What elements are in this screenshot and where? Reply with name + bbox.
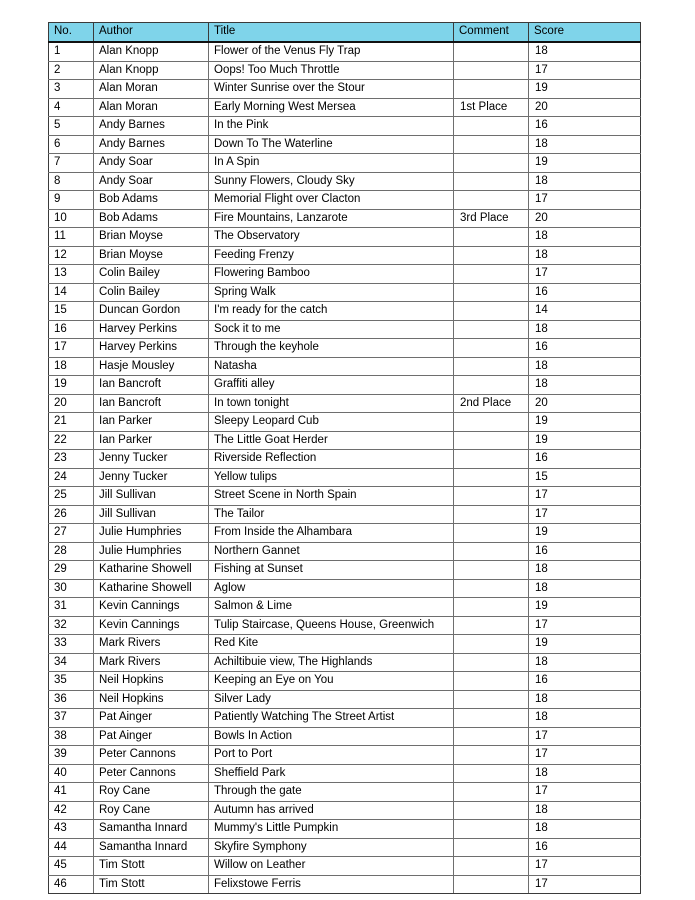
- cell-author: Harvey Perkins: [94, 339, 209, 358]
- cell-score: 14: [529, 302, 641, 321]
- cell-no: 3: [49, 80, 94, 99]
- cell-author: Ian Parker: [94, 431, 209, 450]
- cell-title: Down To The Waterline: [209, 135, 454, 154]
- cell-title: Salmon & Lime: [209, 598, 454, 617]
- cell-title: Patiently Watching The Street Artist: [209, 709, 454, 728]
- cell-score: 19: [529, 524, 641, 543]
- cell-score: 16: [529, 672, 641, 691]
- cell-comment: [454, 265, 529, 284]
- cell-title: Memorial Flight over Clacton: [209, 191, 454, 210]
- cell-title: Yellow tulips: [209, 468, 454, 487]
- cell-no: 4: [49, 98, 94, 117]
- table-row[interactable]: [49, 154, 641, 173]
- cell-comment: [454, 746, 529, 765]
- cell-score: 19: [529, 154, 641, 173]
- cell-title: Through the gate: [209, 783, 454, 802]
- cell-no: 31: [49, 598, 94, 617]
- cell-no: 26: [49, 505, 94, 524]
- cell-title: Feeding Frenzy: [209, 246, 454, 265]
- cell-score: 18: [529, 376, 641, 395]
- cell-score: 18: [529, 709, 641, 728]
- cell-comment: [454, 487, 529, 506]
- cell-comment: [454, 80, 529, 99]
- table-row[interactable]: [49, 653, 641, 672]
- cell-score: 18: [529, 135, 641, 154]
- cell-no: 34: [49, 653, 94, 672]
- cell-author: Ian Bancroft: [94, 376, 209, 395]
- cell-comment: [454, 616, 529, 635]
- cell-no: 19: [49, 376, 94, 395]
- table-row[interactable]: [49, 672, 641, 691]
- cell-author: Bob Adams: [94, 191, 209, 210]
- cell-title: Street Scene in North Spain: [209, 487, 454, 506]
- cell-no: 35: [49, 672, 94, 691]
- cell-comment: [454, 42, 529, 61]
- cell-no: 24: [49, 468, 94, 487]
- cell-no: 12: [49, 246, 94, 265]
- cell-author: Andy Soar: [94, 172, 209, 191]
- cell-no: 32: [49, 616, 94, 635]
- column-header-title[interactable]: Title: [209, 23, 454, 43]
- cell-score: 16: [529, 117, 641, 136]
- cell-no: 37: [49, 709, 94, 728]
- column-header-author[interactable]: Author: [94, 23, 209, 43]
- table-row[interactable]: [49, 135, 641, 154]
- cell-score: 15: [529, 468, 641, 487]
- cell-comment: [454, 431, 529, 450]
- cell-no: 16: [49, 320, 94, 339]
- cell-comment: [454, 820, 529, 839]
- cell-score: 19: [529, 635, 641, 654]
- table-row[interactable]: [49, 394, 641, 413]
- cell-author: Kevin Cannings: [94, 616, 209, 635]
- table-row[interactable]: [49, 191, 641, 210]
- cell-comment: 3rd Place: [454, 209, 529, 228]
- cell-author: Jill Sullivan: [94, 487, 209, 506]
- cell-score: 17: [529, 487, 641, 506]
- cell-author: Jill Sullivan: [94, 505, 209, 524]
- table-row[interactable]: [49, 431, 641, 450]
- cell-comment: [454, 228, 529, 247]
- table-row[interactable]: [49, 413, 641, 432]
- cell-author: Andy Barnes: [94, 135, 209, 154]
- cell-score: 18: [529, 42, 641, 61]
- cell-no: 18: [49, 357, 94, 376]
- cell-comment: [454, 505, 529, 524]
- cell-title: Winter Sunrise over the Stour: [209, 80, 454, 99]
- cell-score: 18: [529, 801, 641, 820]
- cell-title: In the Pink: [209, 117, 454, 136]
- cell-no: 6: [49, 135, 94, 154]
- cell-author: Colin Bailey: [94, 283, 209, 302]
- cell-no: 10: [49, 209, 94, 228]
- cell-no: 45: [49, 857, 94, 876]
- cell-no: 5: [49, 117, 94, 136]
- cell-score: 17: [529, 616, 641, 635]
- cell-author: Pat Ainger: [94, 709, 209, 728]
- cell-author: Harvey Perkins: [94, 320, 209, 339]
- cell-no: 41: [49, 783, 94, 802]
- table-row[interactable]: [49, 376, 641, 395]
- table-row[interactable]: [49, 635, 641, 654]
- cell-author: Andy Barnes: [94, 117, 209, 136]
- cell-title: Red Kite: [209, 635, 454, 654]
- cell-title: Northern Gannet: [209, 542, 454, 561]
- cell-comment: [454, 320, 529, 339]
- table-row[interactable]: [49, 468, 641, 487]
- cell-title: Sheffield Park: [209, 764, 454, 783]
- table-row[interactable]: [49, 709, 641, 728]
- cell-no: 15: [49, 302, 94, 321]
- cell-no: 23: [49, 450, 94, 469]
- cell-author: Bob Adams: [94, 209, 209, 228]
- cell-score: 18: [529, 579, 641, 598]
- table-header: [49, 23, 641, 43]
- cell-author: Ian Parker: [94, 413, 209, 432]
- cell-comment: [454, 172, 529, 191]
- cell-author: Pat Ainger: [94, 727, 209, 746]
- cell-no: 44: [49, 838, 94, 857]
- cell-score: 20: [529, 394, 641, 413]
- cell-score: 19: [529, 80, 641, 99]
- cell-author: Jenny Tucker: [94, 450, 209, 469]
- cell-no: 14: [49, 283, 94, 302]
- cell-comment: [454, 339, 529, 358]
- cell-title: From Inside the Alhambara: [209, 524, 454, 543]
- cell-no: 7: [49, 154, 94, 173]
- cell-comment: 1st Place: [454, 98, 529, 117]
- cell-comment: [454, 302, 529, 321]
- cell-comment: [454, 542, 529, 561]
- column-header-score[interactable]: Score: [529, 23, 641, 43]
- cell-comment: [454, 764, 529, 783]
- cell-title: Achiltibuie view, The Highlands: [209, 653, 454, 672]
- cell-score: 17: [529, 505, 641, 524]
- cell-no: 46: [49, 875, 94, 894]
- cell-author: Roy Cane: [94, 783, 209, 802]
- cell-title: Keeping an Eye on You: [209, 672, 454, 691]
- table-row[interactable]: [49, 117, 641, 136]
- cell-score: 17: [529, 61, 641, 80]
- cell-author: Brian Moyse: [94, 246, 209, 265]
- cell-title: Tulip Staircase, Queens House, Greenwich: [209, 616, 454, 635]
- cell-author: Roy Cane: [94, 801, 209, 820]
- table-row[interactable]: [49, 838, 641, 857]
- table-row[interactable]: [49, 524, 641, 543]
- cell-no: 17: [49, 339, 94, 358]
- cell-score: 17: [529, 746, 641, 765]
- cell-author: Neil Hopkins: [94, 690, 209, 709]
- cell-comment: [454, 61, 529, 80]
- cell-score: 18: [529, 357, 641, 376]
- cell-author: Duncan Gordon: [94, 302, 209, 321]
- cell-author: Alan Moran: [94, 98, 209, 117]
- cell-author: Alan Knopp: [94, 61, 209, 80]
- cell-no: 25: [49, 487, 94, 506]
- cell-score: 16: [529, 283, 641, 302]
- table-row[interactable]: [49, 228, 641, 247]
- cell-title: Natasha: [209, 357, 454, 376]
- cell-title: Skyfire Symphony: [209, 838, 454, 857]
- cell-title: Fire Mountains, Lanzarote: [209, 209, 454, 228]
- cell-comment: [454, 635, 529, 654]
- cell-no: 9: [49, 191, 94, 210]
- table-row[interactable]: [49, 320, 641, 339]
- cell-comment: [454, 135, 529, 154]
- table-row[interactable]: [49, 727, 641, 746]
- table-body: [49, 42, 641, 894]
- cell-comment: [454, 450, 529, 469]
- cell-author: Tim Stott: [94, 857, 209, 876]
- table-row[interactable]: [49, 875, 641, 894]
- cell-title: Spring Walk: [209, 283, 454, 302]
- cell-score: 17: [529, 727, 641, 746]
- cell-comment: [454, 709, 529, 728]
- cell-comment: [454, 413, 529, 432]
- cell-score: 20: [529, 98, 641, 117]
- table-row[interactable]: [49, 172, 641, 191]
- cell-title: Autumn has arrived: [209, 801, 454, 820]
- table-row[interactable]: [49, 339, 641, 358]
- cell-score: 17: [529, 265, 641, 284]
- cell-comment: [454, 154, 529, 173]
- cell-score: 16: [529, 339, 641, 358]
- cell-author: Hasje Mousley: [94, 357, 209, 376]
- table-row[interactable]: [49, 801, 641, 820]
- cell-score: 17: [529, 191, 641, 210]
- cell-author: Mark Rivers: [94, 635, 209, 654]
- table-row[interactable]: [49, 598, 641, 617]
- cell-comment: [454, 727, 529, 746]
- cell-no: 30: [49, 579, 94, 598]
- cell-score: 18: [529, 764, 641, 783]
- table-row[interactable]: [49, 542, 641, 561]
- cell-author: Mark Rivers: [94, 653, 209, 672]
- cell-title: Fishing at Sunset: [209, 561, 454, 580]
- cell-comment: [454, 653, 529, 672]
- cell-title: Port to Port: [209, 746, 454, 765]
- cell-score: 17: [529, 875, 641, 894]
- table-row[interactable]: [49, 450, 641, 469]
- cell-no: 8: [49, 172, 94, 191]
- table-row[interactable]: [49, 246, 641, 265]
- cell-no: 2: [49, 61, 94, 80]
- table-row[interactable]: [49, 42, 641, 61]
- table-row[interactable]: [49, 690, 641, 709]
- cell-title: Sunny Flowers, Cloudy Sky: [209, 172, 454, 191]
- table-row[interactable]: [49, 61, 641, 80]
- cell-score: 19: [529, 431, 641, 450]
- cell-title: Graffiti alley: [209, 376, 454, 395]
- cell-title: Aglow: [209, 579, 454, 598]
- cell-author: Ian Bancroft: [94, 394, 209, 413]
- cell-comment: [454, 672, 529, 691]
- cell-author: Peter Cannons: [94, 764, 209, 783]
- cell-comment: [454, 468, 529, 487]
- cell-comment: [454, 783, 529, 802]
- cell-score: 16: [529, 450, 641, 469]
- cell-score: 19: [529, 598, 641, 617]
- cell-score: 18: [529, 561, 641, 580]
- table-row[interactable]: [49, 783, 641, 802]
- cell-author: Julie Humphries: [94, 524, 209, 543]
- cell-score: 18: [529, 172, 641, 191]
- column-header-comment[interactable]: Comment: [454, 23, 529, 43]
- table-row[interactable]: [49, 209, 641, 228]
- cell-no: 38: [49, 727, 94, 746]
- table-row[interactable]: [49, 764, 641, 783]
- cell-comment: [454, 857, 529, 876]
- table-row[interactable]: [49, 302, 641, 321]
- cell-title: Silver Lady: [209, 690, 454, 709]
- cell-author: Andy Soar: [94, 154, 209, 173]
- cell-score: 16: [529, 838, 641, 857]
- cell-no: 13: [49, 265, 94, 284]
- competition-results-table-container: [48, 22, 640, 894]
- cell-no: 21: [49, 413, 94, 432]
- cell-comment: [454, 598, 529, 617]
- cell-title: Bowls In Action: [209, 727, 454, 746]
- cell-author: Jenny Tucker: [94, 468, 209, 487]
- column-header-no[interactable]: No.: [49, 23, 94, 43]
- cell-no: 42: [49, 801, 94, 820]
- table-row[interactable]: [49, 98, 641, 117]
- cell-comment: [454, 191, 529, 210]
- cell-comment: [454, 561, 529, 580]
- cell-no: 20: [49, 394, 94, 413]
- cell-score: 18: [529, 228, 641, 247]
- cell-no: 39: [49, 746, 94, 765]
- cell-score: 18: [529, 820, 641, 839]
- table-row[interactable]: [49, 820, 641, 839]
- table-row[interactable]: [49, 487, 641, 506]
- cell-author: Kevin Cannings: [94, 598, 209, 617]
- cell-title: In town tonight: [209, 394, 454, 413]
- cell-author: Samantha Innard: [94, 820, 209, 839]
- cell-comment: [454, 117, 529, 136]
- cell-no: 33: [49, 635, 94, 654]
- cell-comment: [454, 801, 529, 820]
- cell-title: Mummy's Little Pumpkin: [209, 820, 454, 839]
- cell-no: 43: [49, 820, 94, 839]
- cell-comment: [454, 690, 529, 709]
- cell-title: In A Spin: [209, 154, 454, 173]
- cell-author: Alan Knopp: [94, 42, 209, 61]
- cell-title: Early Morning West Mersea: [209, 98, 454, 117]
- cell-no: 1: [49, 42, 94, 61]
- cell-title: Oops! Too Much Throttle: [209, 61, 454, 80]
- cell-score: 19: [529, 413, 641, 432]
- cell-title: I'm ready for the catch: [209, 302, 454, 321]
- cell-comment: [454, 283, 529, 302]
- cell-comment: [454, 376, 529, 395]
- table-row[interactable]: [49, 357, 641, 376]
- cell-score: 20: [529, 209, 641, 228]
- cell-title: Riverside Reflection: [209, 450, 454, 469]
- cell-author: Samantha Innard: [94, 838, 209, 857]
- table-row[interactable]: [49, 561, 641, 580]
- cell-author: Colin Bailey: [94, 265, 209, 284]
- cell-score: 16: [529, 542, 641, 561]
- table-row[interactable]: [49, 505, 641, 524]
- cell-title: Felixstowe Ferris: [209, 875, 454, 894]
- cell-title: Sock it to me: [209, 320, 454, 339]
- cell-author: Julie Humphries: [94, 542, 209, 561]
- cell-score: 18: [529, 246, 641, 265]
- cell-no: 27: [49, 524, 94, 543]
- cell-title: The Observatory: [209, 228, 454, 247]
- cell-comment: 2nd Place: [454, 394, 529, 413]
- cell-comment: [454, 246, 529, 265]
- cell-author: Alan Moran: [94, 80, 209, 99]
- table-row[interactable]: [49, 579, 641, 598]
- cell-title: Flower of the Venus Fly Trap: [209, 42, 454, 61]
- cell-score: 17: [529, 783, 641, 802]
- cell-title: Flowering Bamboo: [209, 265, 454, 284]
- cell-author: Katharine Showell: [94, 579, 209, 598]
- cell-author: Neil Hopkins: [94, 672, 209, 691]
- cell-score: 17: [529, 857, 641, 876]
- cell-no: 40: [49, 764, 94, 783]
- cell-comment: [454, 875, 529, 894]
- cell-no: 29: [49, 561, 94, 580]
- table-row[interactable]: [49, 616, 641, 635]
- cell-score: 18: [529, 653, 641, 672]
- cell-no: 28: [49, 542, 94, 561]
- cell-title: Willow on Leather: [209, 857, 454, 876]
- cell-title: The Little Goat Herder: [209, 431, 454, 450]
- cell-author: Katharine Showell: [94, 561, 209, 580]
- table-header-row: [49, 23, 641, 43]
- cell-author: Brian Moyse: [94, 228, 209, 247]
- cell-title: The Tailor: [209, 505, 454, 524]
- cell-title: Through the keyhole: [209, 339, 454, 358]
- cell-comment: [454, 357, 529, 376]
- table-row[interactable]: [49, 746, 641, 765]
- cell-score: 18: [529, 690, 641, 709]
- cell-no: 11: [49, 228, 94, 247]
- table-row[interactable]: [49, 265, 641, 284]
- cell-score: 18: [529, 320, 641, 339]
- cell-comment: [454, 524, 529, 543]
- cell-no: 22: [49, 431, 94, 450]
- cell-author: Tim Stott: [94, 875, 209, 894]
- cell-comment: [454, 579, 529, 598]
- cell-author: Peter Cannons: [94, 746, 209, 765]
- cell-no: 36: [49, 690, 94, 709]
- cell-title: Sleepy Leopard Cub: [209, 413, 454, 432]
- table-row[interactable]: [49, 857, 641, 876]
- competition-results-table: [48, 22, 641, 894]
- table-row[interactable]: [49, 283, 641, 302]
- table-row[interactable]: [49, 80, 641, 99]
- cell-comment: [454, 838, 529, 857]
